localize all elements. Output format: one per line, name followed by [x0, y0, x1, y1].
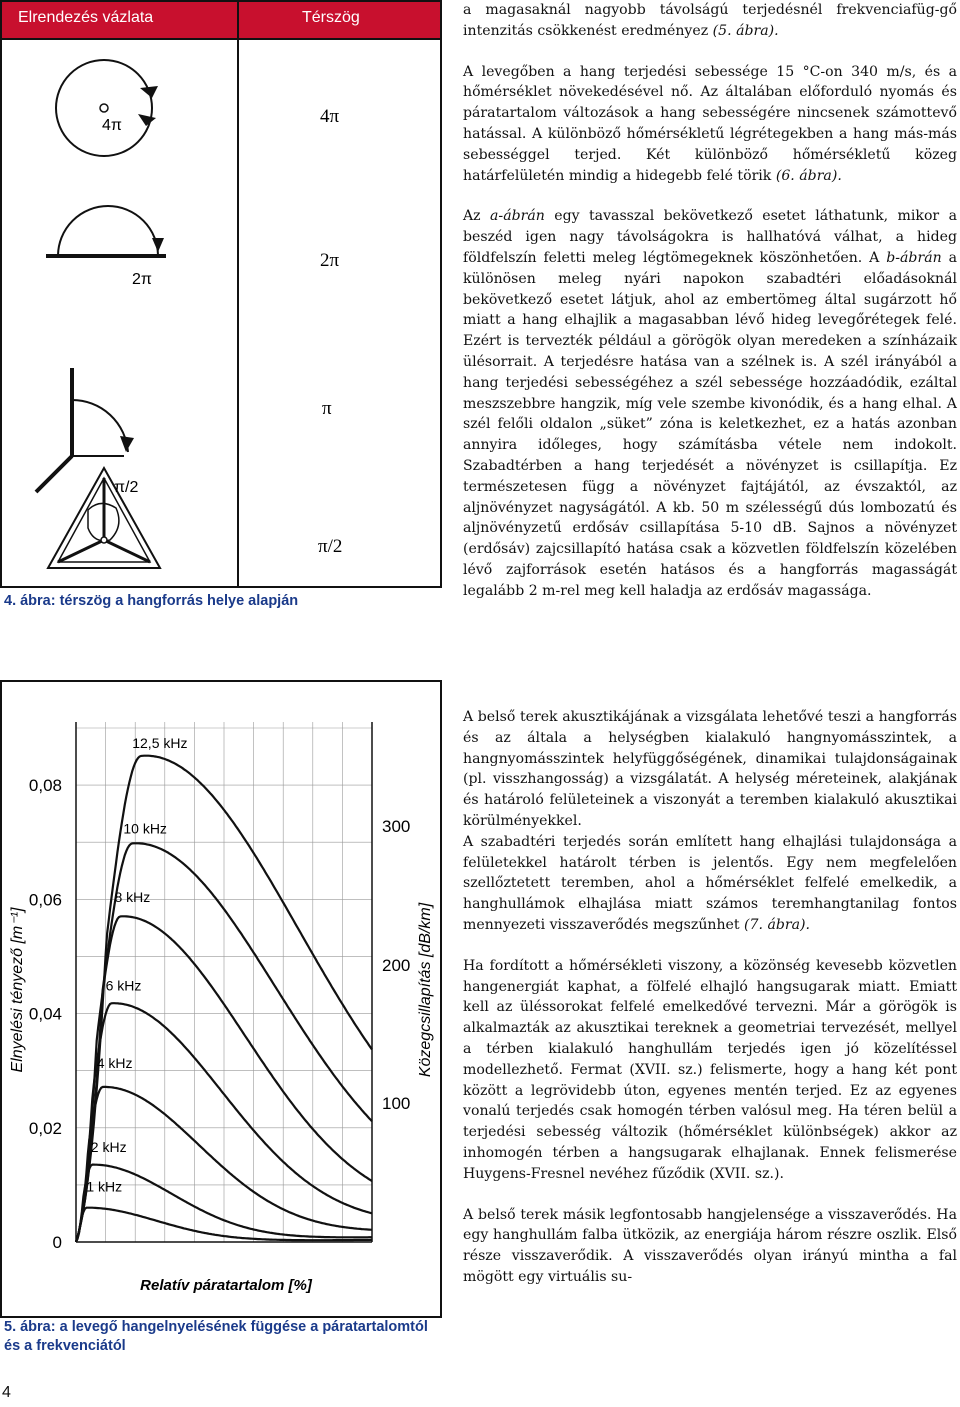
series-label: 1 kHz	[86, 1178, 123, 1195]
full-sphere-sketch	[56, 60, 158, 156]
x-axis-label: Relatív páratartalom [%]	[140, 1277, 312, 1294]
paragraph: A belső terek akusztikájának a vizsgálata lehetővé teszi a hangforrás és az általa a helységben kialakuló hangnyomásszintek, a hangnyomásszintek helyfüggőségének, dinamikai tulajdonságainak (pl. visszhangosság) a vizsgálatát. A helység méreteinek, alakjának és határoló felületeinek a viszonyát a teremben kialakuló akusztikai körülményekkel.	[463, 709, 957, 829]
y-tick-label: 0,08	[28, 776, 62, 796]
series-label: 6 kHz	[105, 977, 142, 994]
solid-angle-4pi: 4π	[320, 106, 340, 127]
y-tick-label: 0,02	[28, 1118, 62, 1138]
half-sphere-sketch	[46, 206, 166, 256]
y-tick-label-right: 100	[382, 1094, 411, 1114]
absorption-chart	[0, 680, 442, 1320]
series-label: 10 kHz	[123, 820, 167, 837]
series-label: 2 kHz	[90, 1138, 127, 1155]
solid-angle-pi: π	[322, 398, 332, 419]
figure-5-caption: 5. ábra: a levegő hangelnyelésének függése a páratartalomtól és a frekvenciától	[4, 1319, 428, 1354]
sketch-label-4pi: 4π	[102, 117, 122, 134]
y-tick-label: 0,06	[28, 890, 62, 910]
figure-5-chart	[0, 680, 442, 1320]
figure-4-caption: 4. ábra: térszög a hangforrás helye alapján	[4, 593, 299, 609]
solid-angle-2pi: 2π	[320, 250, 340, 271]
y-tick-label: 0	[52, 1233, 62, 1252]
y-axis-right-label: Közegcsillapítás [dB/km]	[417, 902, 434, 1078]
y-axis-left-label: Elnyelési tényező [m⁻¹]	[9, 907, 26, 1073]
text-column-upper	[463, 0, 957, 602]
y-tick-label: 0,04	[28, 1004, 62, 1024]
page-number: 4	[2, 1384, 11, 1401]
paragraph: A szabadtéri terjedés során említett hang elhajlási tulajdonsága a felületekkel határolt térben is jelentős. Egy nem megfelelően szellőztetett teremben, ahol a hőmérséklet felfelé emelkedik, a hanghullámok elhajlása miatt számos teremhangtanilag fontos mennyezeti visszaverődés megszűnhet (7. ábra).	[463, 833, 957, 933]
header-arrangement: Elrendezés vázlata	[18, 9, 154, 26]
series-label: 4 kHz	[96, 1054, 133, 1071]
paragraph: A levegőben a hang terjedési sebessége 15 °C-on 340 m/s, és a hőmérséklet növekedésével nő. Az általában előforduló nyomás és páratartalom változások a hang sebességére nincsenek számottevő hatással. A különböző hőmérsékletű légrétegekben a hang más-más sebességgel terjed. Két különböző hőmérsékletű közeg határfelületén mindig a hidegebb felé törik (6. ábra).	[463, 63, 957, 184]
sketch-label-2pi: 2π	[132, 271, 152, 288]
paragraph: Az a-ábrán egy tavasszal bekövetkező esetet láthatunk, mikor a beszéd igen nagy távolságokra is hallhatóvá válhat, a hideg földfelszín feletti meleg légtömegeknek köszönhetően. A b-ábrán a különösen meleg nyári napokon szabadtéri előadásoknál bekövetkező esetet látjuk, ahol az embertömeg által sugárzott hő miatt a hang elhajlik a magasabban lévő hideg levegőrétegek felé. Ezért is tervezték például a görögök olyan meredeken a színházaik ülésorrait. A terjedésre hatása van a szélnek is. A szél irányából a hang terjedési sebességéhez a szél sebessége hozzáadódik, ezáltal meszszebbre hangzik, míg vele szembe kivonódik, és a hang elhal. A szél felőli oldalon „süket” zóna is keletkezhet, ez a hatás azonban annyira időleges, hogy számításba vétele nem indokolt. Szabadtérben a hang terjedését a növényzet is csillapítja. Ez természetesen függ a növényzet fajtájától, az évszaktól, az aljnövényzet nagyságától. A kb. 50 m szélességű dús lombozatú és aljnövényzetű erdősáv csillapítása 5-10 dB. Sajnos a növényzet (erdősáv) zajcsillapító hatása csak a közvetlen földfelszín közelében lévő zajforrások esetén hatásos és a hangforrás magasságát legalább 2 m-rel meg kell haladja az erdősáv magassága.	[463, 208, 957, 599]
series-label: 12,5 kHz	[132, 734, 188, 751]
series-label: 8 kHz	[114, 889, 151, 906]
header-solid-angle: Térszög	[302, 9, 360, 26]
solid-angle-pi2: π/2	[318, 536, 343, 557]
quarter-sphere-sketch	[36, 368, 134, 492]
paragraph: A belső terek másik legfontosabb hangjelensége a visszaverődés. Ha egy hanghullám falba ütközik, az energiája három részre oszlik. Első része visszaverődik. A visszaverődés olyan irányú mintha a fal mögött egy virtuális su-	[463, 1206, 957, 1285]
y-tick-label-right: 200	[382, 956, 411, 976]
figure-4-table	[0, 0, 442, 588]
corner-sketch	[48, 468, 160, 568]
y-tick-label-right: 300	[382, 817, 411, 837]
sketch-label-pi2: π/2	[114, 479, 139, 496]
figure-4-sketches	[0, 0, 442, 588]
paragraph: Ha fordított a hőmérsékleti viszony, a közönség kevesebb közvetlen hangenergiát kaphat, a fölfelé elhajló hangsugarak miatt. Emiatt kell az üléssorokat felfelé emelkedővé tervezni. Már a görögök is alkalmazták az akusztikai tereknek a geometriai tervezését, mellyel a térben kialakuló hanghullám terjedés igen jó közelítéssel modellezhető. Fermat (XVII. sz.) felismerte, hogy a hang két pont között a legrövidebb úton, egyenes mentén terjed. Ez az egyenes vonalú terjedés csak homogén térben valósul meg. Ha téren belül a terjedési sebesség változik (hőmérséklet különbségek) akkor az inhomogén térben a hangsugarak elhajlanak. Ennek felismerése Huygens-Fresnel nevéhez fűződik (XVII. sz.).	[463, 957, 957, 1182]
paragraph: a magasaknál nagyobb távolságú terjedésnél frekvenciafüg-gő intenzitás csökkenést eredményez (5. ábra).	[463, 2, 957, 39]
text-column-lower	[463, 707, 957, 1288]
